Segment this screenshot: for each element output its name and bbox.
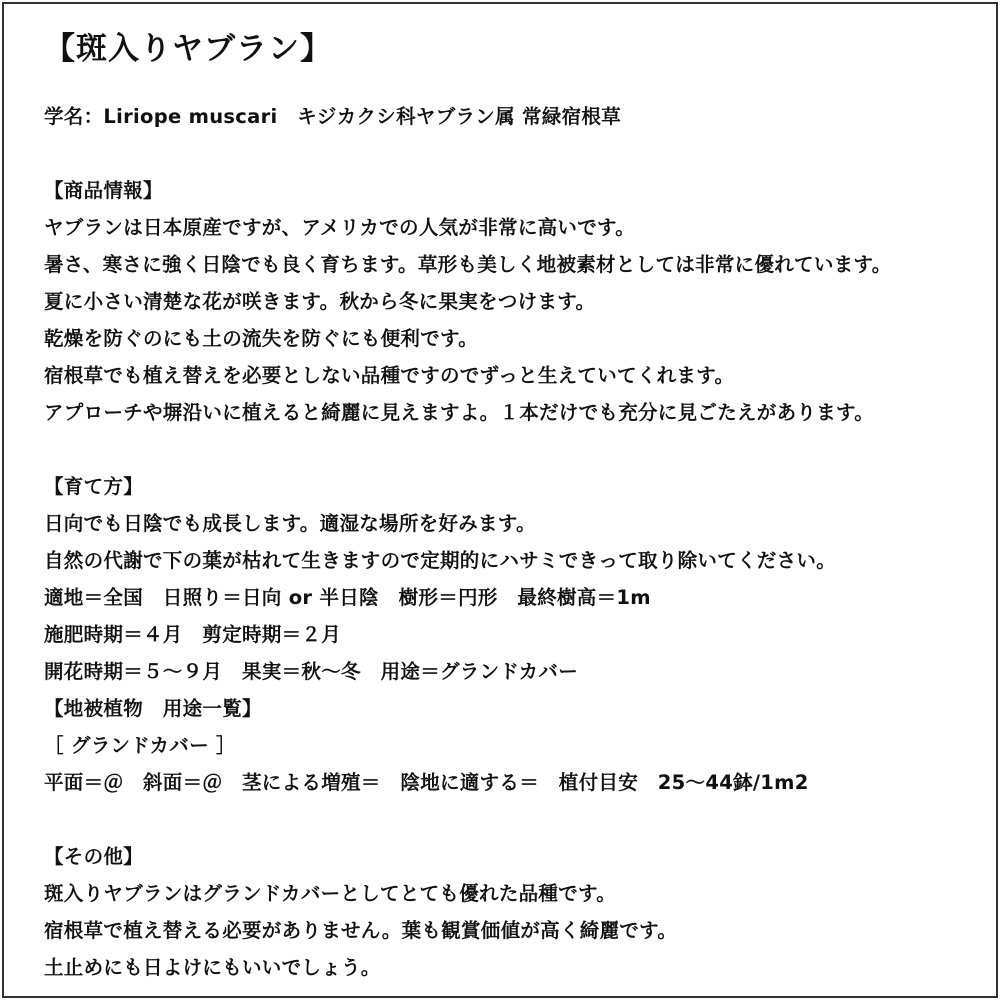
- spacer: [44, 431, 984, 468]
- other-line: 土止めにも日よけにもいいでしょう。: [44, 956, 381, 979]
- ground-cover-usage-line: 平面＝＠ 斜面＝＠ 茎による増殖＝ 陰地に適する＝ 植付目安 25～44鉢/1m2: [44, 771, 809, 794]
- product-info-line: 宿根草でも植え替えを必要としない品種ですのでずっと生えていてくれます。: [44, 364, 735, 387]
- page-title: 【斑入りヤブラン】: [44, 31, 332, 67]
- product-info-line: 暑さ、寒さに強く日陰でも良く育ちます。草形も美しく地被素材としては非常に優れています。: [44, 253, 892, 276]
- document-body: [44, 26, 984, 986]
- care-line: 適地＝全国 日照り＝日向 or 半日陰 樹形＝円形 最終樹高＝1m: [44, 586, 651, 609]
- product-info-heading: 【商品情報】: [44, 179, 163, 202]
- page-frame: [2, 2, 998, 998]
- product-info-line: アプローチや塀沿いに植えると綺麗に見えますよ。１本だけでも充分に見ごたえがあります。: [44, 401, 875, 424]
- ground-cover-heading: 【地被植物 用途一覧】: [44, 697, 262, 720]
- care-heading: 【育て方】: [44, 475, 144, 498]
- product-info-line: 乾燥を防ぐのにも土の流失を防ぐにも便利です。: [44, 327, 479, 350]
- ground-cover-subheading: ［ グランドカバー ］: [44, 734, 236, 757]
- product-info-line: ヤブランは日本原産ですが、アメリカでの人気が非常に高いです。: [44, 216, 636, 239]
- spacer: [44, 801, 984, 838]
- care-line: 施肥時期＝４月 剪定時期＝２月: [44, 623, 342, 646]
- care-line: 自然の代謝で下の葉が枯れて生きますので定期的にハサミできって取り除いてください。: [44, 549, 837, 572]
- care-line: 日向でも日陰でも成長します。適湿な場所を好みます。: [44, 512, 536, 535]
- other-line: 宿根草で植え替える必要がありません。葉も観賞価値が高く綺麗です。: [44, 919, 678, 942]
- care-line: 開花時期＝５～９月 果実＝秋～冬 用途＝グランドカバー: [44, 660, 579, 683]
- scientific-name-line: 学名：Liriope muscari キジカクシ科ヤブラン属 常緑宿根草: [44, 105, 621, 128]
- product-info-line: 夏に小さい清楚な花が咲きます。秋から冬に果実をつけます。: [44, 290, 596, 313]
- other-heading: 【その他】: [44, 845, 144, 868]
- spacer: [44, 135, 984, 172]
- other-line: 斑入りヤブランはグランドカバーとしてとても優れた品種です。: [44, 882, 617, 905]
